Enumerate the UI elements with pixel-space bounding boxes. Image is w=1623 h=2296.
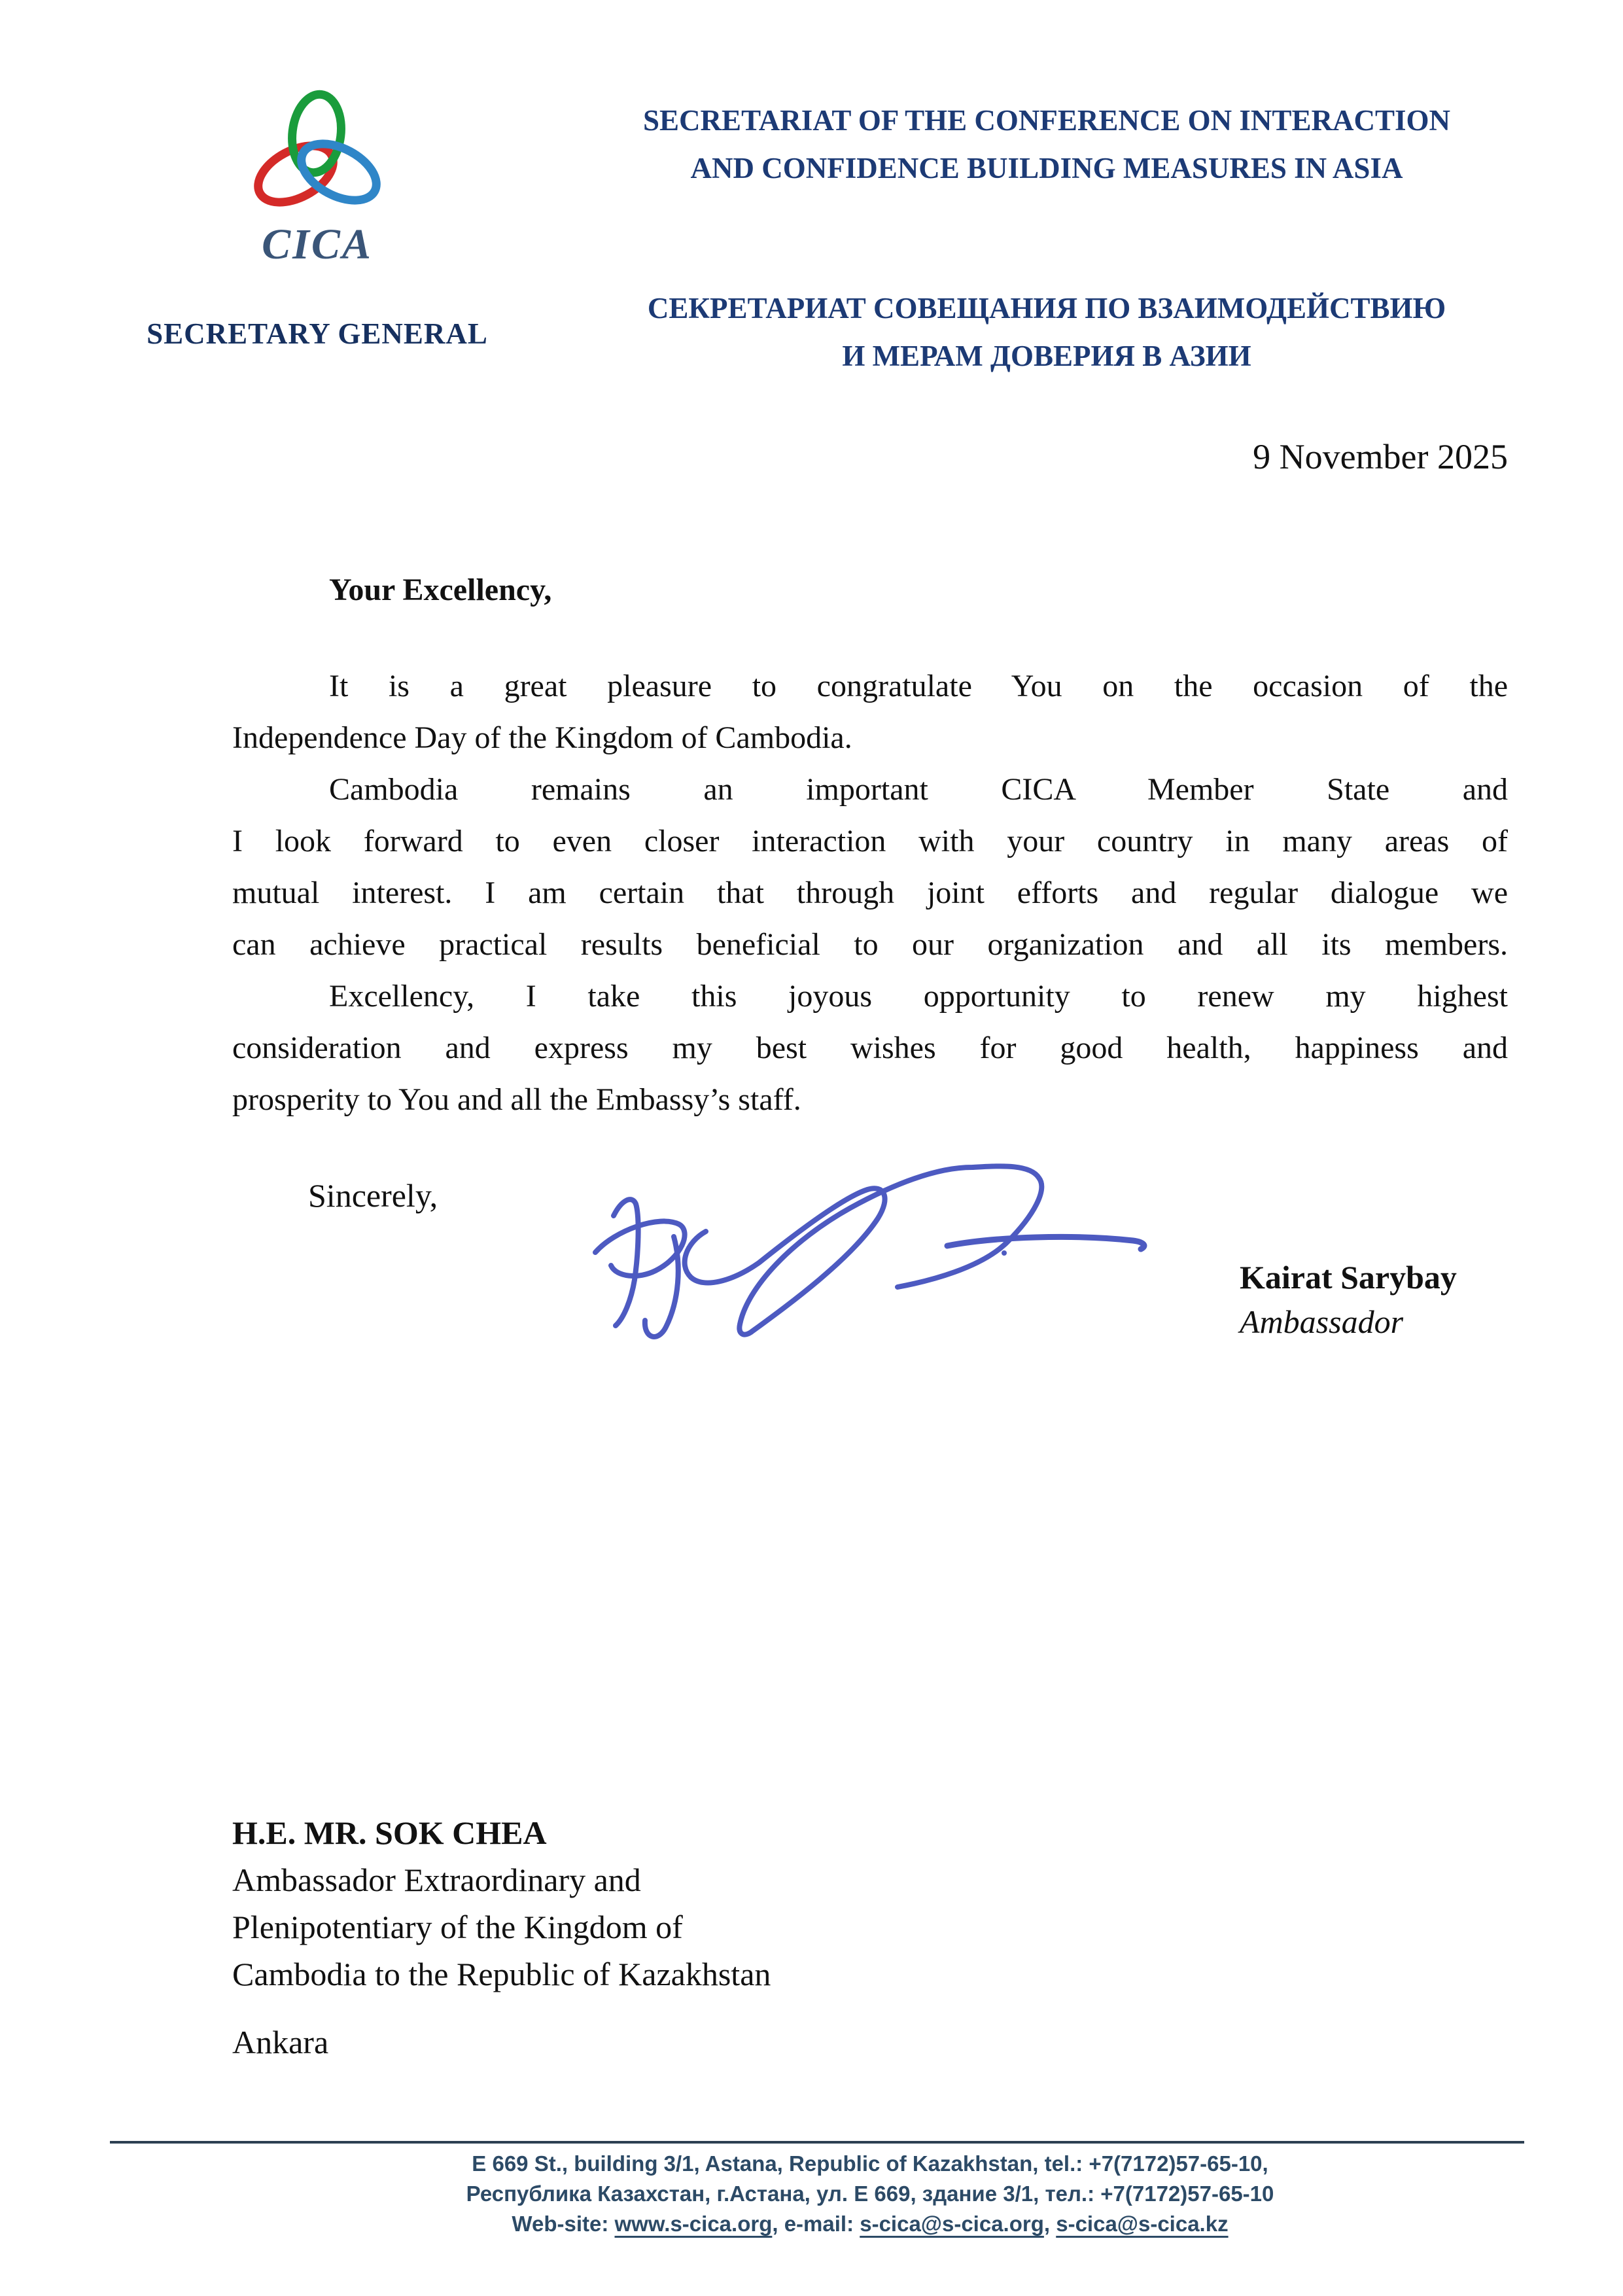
body-line: Independence Day of the Kingdom of Cambodia. <box>232 720 852 755</box>
footer-separator: , <box>1043 2212 1056 2236</box>
body-line: It is a great pleasure to congratulate You on the occasion of the <box>329 669 1508 703</box>
recipient-block <box>232 1809 771 2066</box>
letterhead-titles <box>569 97 1524 380</box>
body-line: can achieve practical results beneficial to our organization and all its members. <box>232 927 1508 962</box>
cica-wordmark: CICA <box>262 221 373 268</box>
footer-web-line <box>232 2209 1508 2239</box>
title-ru-line-2: И МЕРАМ ДОВЕРИЯ В АЗИИ <box>842 340 1251 372</box>
website-link[interactable]: www.s-cica.org <box>614 2212 773 2236</box>
footer <box>232 2149 1508 2239</box>
cica-trefoil-logo-icon <box>246 89 389 219</box>
signature-ink-icon <box>576 1159 1164 1362</box>
body-line: prosperity to You and all the Embassy’s staff. <box>232 1082 801 1117</box>
letterhead-left-block <box>121 89 514 351</box>
letter-body <box>232 564 1508 1125</box>
valediction: Sincerely, <box>308 1177 438 1214</box>
body-line: consideration and express my best wishes for good health, happiness and <box>232 1031 1508 1065</box>
body-line: I look forward to even closer interaction with your country in many areas of <box>232 824 1508 858</box>
body-line: Cambodia remains an important CICA Member State and <box>329 772 1508 807</box>
footer-divider <box>110 2141 1524 2144</box>
footer-email-label: , e-mail: <box>772 2212 860 2236</box>
title-en-line-1: SECRETARIAT OF THE CONFERENCE ON INTERACTION <box>643 104 1450 137</box>
body-line: Excellency, I take this joyous opportunity to renew my highest <box>329 979 1508 1014</box>
title-en-line-2: AND CONFIDENCE BUILDING MEASURES IN ASIA <box>690 152 1403 185</box>
recipient-line: Cambodia to the Republic of Kazakhstan <box>232 1956 771 1992</box>
recipient-line: Plenipotentiary of the Kingdom of <box>232 1909 683 1945</box>
footer-address-ru: Республика Казахстан, г.Астана, ул. Е 669, здание 3/1, тел.: +7(7172)57-65-10 <box>466 2181 1274 2206</box>
email-link-kz[interactable]: s-cica@s-cica.kz <box>1056 2212 1229 2236</box>
signer-title: Ambassador <box>1240 1303 1404 1340</box>
recipient-name: H.E. MR. SOK CHEA <box>232 1814 547 1851</box>
secretary-general-label: SECRETARY GENERAL <box>147 317 488 350</box>
recipient-city: Ankara <box>232 2024 329 2060</box>
signer-name: Kairat Sarybay <box>1240 1259 1457 1296</box>
handwritten-signature <box>576 1159 1164 1362</box>
footer-address-en: E 669 St., building 3/1, Astana, Republic of Kazakhstan, tel.: +7(7172)57-65-10, <box>472 2151 1268 2176</box>
signer-block <box>1240 1255 1457 1344</box>
email-link-org[interactable]: s-cica@s-cica.org <box>860 2212 1044 2236</box>
recipient-line: Ambassador Extraordinary and <box>232 1862 641 1898</box>
title-ru-line-1: СЕКРЕТАРИАТ СОВЕЩАНИЯ ПО ВЗАИМОДЕЙСТВИЮ <box>647 292 1446 325</box>
salutation: Your Excellency, <box>329 573 552 607</box>
footer-web-label: Web-site: <box>512 2212 615 2236</box>
letter-date: 9 November 2025 <box>1253 437 1508 476</box>
body-line: mutual interest. I am certain that through joint efforts and regular dialogue we <box>232 875 1508 910</box>
